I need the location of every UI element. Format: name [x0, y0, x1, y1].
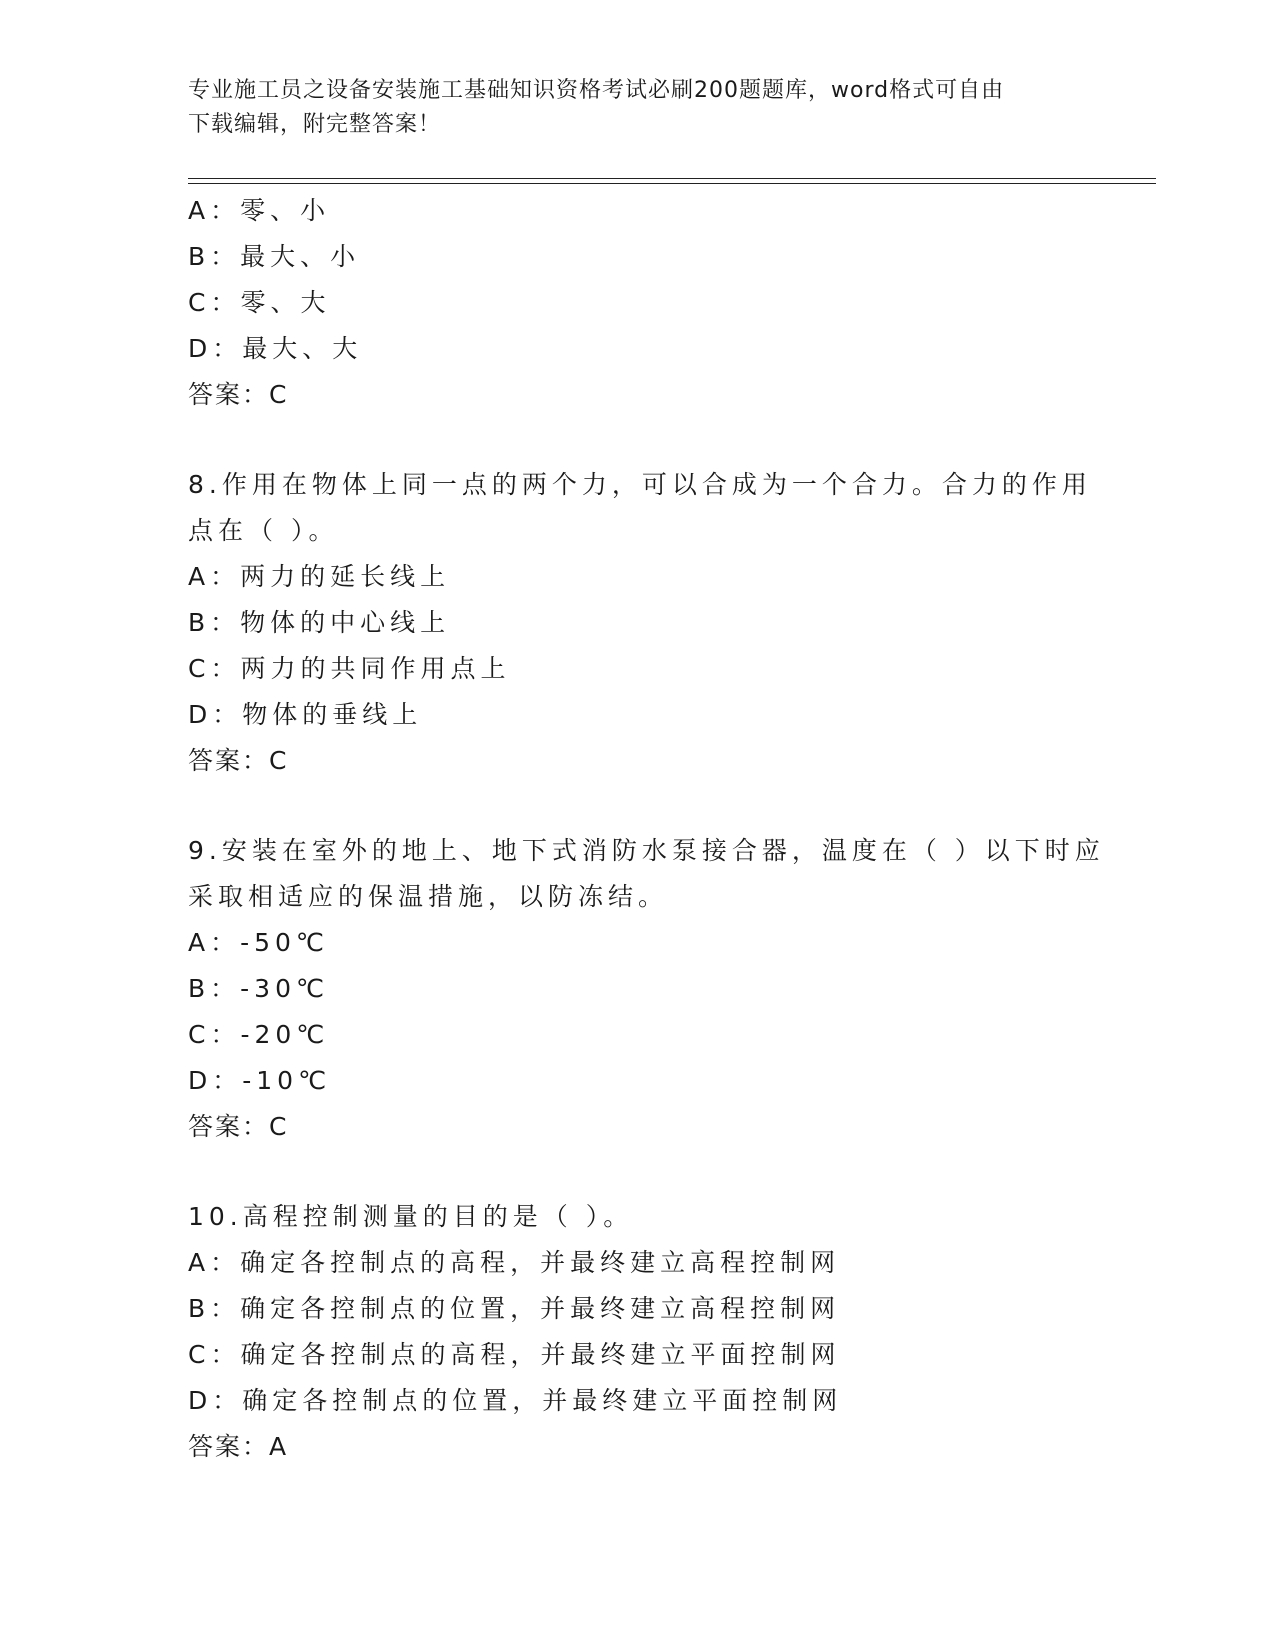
option-a: A：零、小: [188, 196, 331, 225]
option-a: A：-50℃: [188, 928, 330, 957]
question-list: [188, 188, 1105, 1470]
option-d: D：最大、大: [188, 334, 363, 363]
question-7: [188, 188, 1088, 418]
header-divider-top: [188, 178, 1156, 179]
header-title-line-1: 专业施工员之设备安装施工基础知识资格考试必刷200题题库，word格式可自由: [188, 78, 1005, 103]
document-header: [188, 74, 1088, 142]
spacer: [188, 1150, 1088, 1194]
option-c: C：零、大: [188, 288, 331, 317]
question-stem-line-1: 10.高程控制测量的目的是（ ）。: [188, 1202, 634, 1231]
answer-label: 答案：C: [188, 1112, 289, 1141]
option-c: C：两力的共同作用点上: [188, 654, 511, 683]
option-b: B：确定各控制点的位置，并最终建立高程控制网: [188, 1294, 841, 1323]
question-10: [188, 1194, 1088, 1470]
option-a: A：确定各控制点的高程，并最终建立高程控制网: [188, 1248, 841, 1277]
option-b: B：最大、小: [188, 242, 361, 271]
question-9: [188, 828, 1105, 1150]
option-c: C：确定各控制点的高程，并最终建立平面控制网: [188, 1340, 841, 1369]
question-stem-line-1: 8.作用在物体上同一点的两个力，可以合成为一个合力。合力的作用: [188, 470, 1092, 499]
option-a: A：两力的延长线上: [188, 562, 451, 591]
option-d: D：物体的垂线上: [188, 700, 423, 729]
spacer: [188, 418, 1088, 462]
answer-label: 答案：C: [188, 746, 289, 775]
option-d: D：-10℃: [188, 1066, 332, 1095]
option-b: B：-30℃: [188, 974, 330, 1003]
question-stem-line-2: 点在（ ）。: [188, 516, 339, 545]
question-stem-line-2: 采取相适应的保温措施，以防冻结。: [188, 882, 669, 911]
answer-label: 答案：C: [188, 380, 289, 409]
option-d: D：确定各控制点的位置，并最终建立平面控制网: [188, 1386, 843, 1415]
option-b: B：物体的中心线上: [188, 608, 451, 637]
question-stem-line-1: 9.安装在室外的地上、地下式消防水泵接合器，温度在（ ）以下时应: [188, 836, 1105, 865]
question-8: [188, 462, 1092, 784]
spacer: [188, 784, 1088, 828]
answer-label: 答案：A: [188, 1432, 289, 1461]
option-c: C：-20℃: [188, 1020, 330, 1049]
header-title-line-2: 下载编辑，附完整答案！: [188, 112, 442, 137]
header-divider-bottom: [188, 183, 1156, 184]
